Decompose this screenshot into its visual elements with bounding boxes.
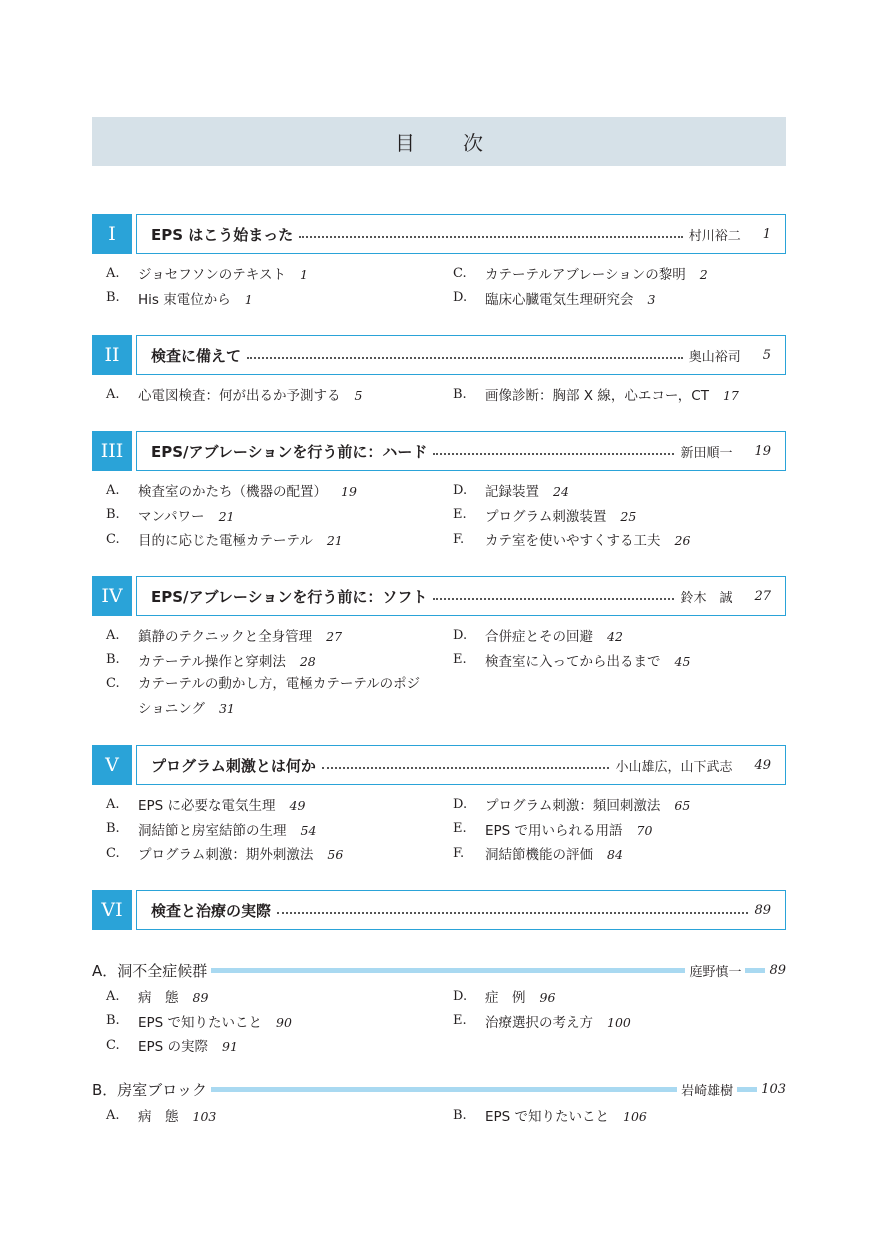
item-title-text: 病 態 <box>138 990 179 1007</box>
item-letter: A. <box>106 482 120 498</box>
item-title <box>138 529 343 549</box>
item-letter: C. <box>106 1037 120 1053</box>
item-page: 31 <box>218 700 235 716</box>
part-number-badge: III <box>92 431 132 471</box>
item-page: 5 <box>354 388 363 404</box>
item-title-text: 画像診断：胸部 X 線，心エコー，CT <box>485 388 709 405</box>
chapter-items <box>92 1103 786 1128</box>
toc-item[interactable] <box>92 1009 439 1034</box>
item-page: 89 <box>192 990 209 1006</box>
item-title-text: 治療選択の考え方 <box>485 1014 593 1031</box>
part-author: 新田順一 <box>680 445 733 461</box>
item-title <box>138 672 428 721</box>
part-title: EPS/アブレーションを行う前に：ハード <box>151 442 428 461</box>
item-title <box>485 986 555 1006</box>
dotted-leader <box>433 598 674 600</box>
part-section <box>92 214 786 310</box>
item-title-text: カテーテル操作と穿刺法 <box>138 653 286 670</box>
part-header[interactable] <box>92 431 786 471</box>
toc-item[interactable] <box>439 841 786 866</box>
part-title-box <box>136 431 786 471</box>
item-title-text: EPS で知りたいこと <box>485 1109 610 1126</box>
item-page: 103 <box>192 1109 217 1125</box>
part-title-box <box>136 576 786 616</box>
item-letter: C. <box>106 531 120 547</box>
part-page: 27 <box>754 588 771 604</box>
chapter-items <box>92 984 786 1058</box>
part-author: 鈴木 誠 <box>680 590 733 606</box>
item-page: 70 <box>636 822 653 838</box>
toc-item[interactable] <box>439 648 786 673</box>
dotted-leader <box>277 912 748 914</box>
item-letter: A. <box>106 627 120 643</box>
toc-item[interactable] <box>92 1103 439 1128</box>
toc-item[interactable] <box>439 503 786 528</box>
item-title-text: マンパワー <box>138 508 205 525</box>
item-letter: D. <box>453 796 468 812</box>
item-title <box>485 480 569 500</box>
part-items <box>92 792 786 866</box>
item-page: 56 <box>327 847 344 863</box>
item-page: 24 <box>553 484 569 500</box>
part-header[interactable] <box>92 335 786 375</box>
part-page: 19 <box>754 443 771 459</box>
item-page: 42 <box>607 629 623 645</box>
part-number-badge: I <box>92 214 132 254</box>
toc-item[interactable] <box>439 1009 786 1034</box>
item-letter: F. <box>453 531 465 547</box>
part-author: 小山雄広，山下武志 <box>615 759 733 775</box>
chapter-section <box>92 958 786 1058</box>
part-title-box <box>136 745 786 785</box>
part-number-badge: V <box>92 745 132 785</box>
toc-item[interactable] <box>439 623 786 648</box>
item-letter: D. <box>453 988 468 1004</box>
part-title-box <box>136 335 786 375</box>
item-letter: E. <box>453 652 467 668</box>
item-title-text: ジョセフソンのテキスト <box>138 267 286 284</box>
item-title-text: カテーテルアブレーションの黎明 <box>485 267 686 284</box>
item-title-text: カテ室を使いやすくする工夫 <box>485 533 661 550</box>
item-page: 17 <box>722 388 739 404</box>
item-title-text: 目的に応じた電極カテーテル <box>138 533 313 550</box>
item-title-text: EPS で用いられる用語 <box>485 822 623 839</box>
part-author: 奥山裕司 <box>688 349 741 365</box>
toc-title-bar <box>92 117 786 166</box>
toc-item[interactable] <box>439 286 786 311</box>
chapter-header[interactable] <box>92 958 786 982</box>
item-page: 49 <box>289 798 306 814</box>
part-section <box>92 576 786 721</box>
item-title-text: プログラム刺激装置 <box>485 508 607 525</box>
toc-item[interactable] <box>92 382 439 407</box>
item-page: 2 <box>699 267 708 283</box>
item-letter: A. <box>106 1107 120 1123</box>
part-title-box <box>136 214 786 254</box>
item-title <box>138 819 316 839</box>
item-page: 84 <box>607 847 623 863</box>
item-letter: B. <box>453 1107 467 1123</box>
item-title-text: 鎮静のテクニックと全身管理 <box>138 629 313 646</box>
toc-item[interactable] <box>92 478 439 503</box>
part-header[interactable] <box>92 745 786 785</box>
part-page: 5 <box>762 347 771 363</box>
item-page: 25 <box>620 508 637 524</box>
item-page: 21 <box>218 508 235 524</box>
page-title: 目 次 <box>395 131 497 155</box>
part-page: 49 <box>754 757 771 773</box>
chapter-section <box>92 1077 786 1128</box>
item-title-text: EPS で知りたいこと <box>138 1014 263 1031</box>
item-title <box>138 650 316 670</box>
item-title <box>138 288 253 308</box>
item-letter: E. <box>453 1013 467 1029</box>
item-letter: A. <box>106 265 120 281</box>
dotted-leader <box>433 453 674 455</box>
item-page: 100 <box>607 1014 631 1030</box>
item-title-text: 記録装置 <box>485 484 539 501</box>
item-title <box>138 843 343 863</box>
item-title <box>138 625 342 645</box>
toc-item[interactable] <box>92 1033 439 1058</box>
item-page: 90 <box>276 1014 292 1030</box>
toc-item[interactable] <box>92 841 439 866</box>
item-title-text: 病 態 <box>138 1109 179 1126</box>
item-title-text: EPS に必要な電気生理 <box>138 798 276 815</box>
item-page: 3 <box>647 291 656 307</box>
item-title <box>485 1105 647 1125</box>
item-title-text: 症 例 <box>485 990 526 1007</box>
part-author: 村川裕二 <box>688 228 741 244</box>
item-title <box>485 263 708 283</box>
toc-item[interactable] <box>439 817 786 842</box>
item-title-text: プログラム刺激：期外刺激法 <box>138 847 314 864</box>
item-page: 45 <box>674 653 691 669</box>
item-title-text: 心電図検査：何が出るか予測する <box>138 388 341 405</box>
item-letter: E. <box>453 821 467 837</box>
item-title-text: カテーテルの動かし方，電極カテーテルのポジショニング <box>138 676 421 717</box>
part-section <box>92 431 786 552</box>
item-title-text: His 束電位から <box>138 291 231 308</box>
item-letter: A. <box>106 386 120 402</box>
item-title <box>138 1035 238 1055</box>
part-title: EPS はこう始まった <box>151 225 294 244</box>
item-title-text: EPS の実際 <box>138 1039 209 1056</box>
item-page: 19 <box>341 484 357 500</box>
item-page: 96 <box>539 990 556 1006</box>
item-page: 1 <box>244 291 253 307</box>
item-title <box>485 1011 631 1031</box>
toc-item[interactable] <box>92 672 439 721</box>
item-letter: D. <box>453 482 468 498</box>
chapter-rule-short <box>737 1087 757 1092</box>
item-title <box>138 384 362 404</box>
item-letter: A. <box>106 988 120 1004</box>
item-title <box>138 1105 216 1125</box>
part-title-box <box>136 890 786 930</box>
dotted-leader <box>299 236 682 238</box>
part-header[interactable] <box>92 214 786 254</box>
chapter-rule <box>211 1087 677 1092</box>
item-page: 91 <box>222 1039 238 1055</box>
item-page: 21 <box>326 533 343 549</box>
item-title <box>485 625 623 645</box>
item-letter: D. <box>453 290 468 306</box>
part-items <box>92 382 786 407</box>
chapter-page: 103 <box>761 1081 786 1097</box>
part-items <box>92 478 786 552</box>
item-title <box>485 794 690 814</box>
item-title <box>138 986 208 1006</box>
item-title <box>485 529 690 549</box>
part-section <box>92 335 786 407</box>
chapter-rule <box>211 968 685 973</box>
dotted-leader <box>322 767 610 769</box>
item-title-text: プログラム刺激：頻回刺激法 <box>485 798 661 815</box>
chapter-author: 庭野慎一 <box>689 964 742 980</box>
item-page: 27 <box>326 629 343 645</box>
item-title <box>138 263 308 283</box>
item-letter: B. <box>106 290 120 306</box>
item-title-text: 検査室のかたち（機器の配置） <box>138 484 327 501</box>
item-letter: C. <box>106 676 120 691</box>
part-title: プログラム刺激とは何か <box>151 756 316 775</box>
item-title-text: 検査室に入ってから出るまで <box>485 653 661 670</box>
item-page: 65 <box>674 798 691 814</box>
toc-item[interactable] <box>92 984 439 1009</box>
item-title <box>485 843 623 863</box>
item-title-text: 合併症とその回避 <box>485 629 593 646</box>
toc-item[interactable] <box>92 648 439 673</box>
toc-item[interactable] <box>92 792 439 817</box>
part-header[interactable] <box>92 576 786 616</box>
item-title-text: 臨床心臓電気生理研究会 <box>485 291 634 308</box>
item-page: 54 <box>300 822 317 838</box>
toc-item[interactable] <box>439 382 786 407</box>
item-title <box>485 505 636 525</box>
part-number-badge: VI <box>92 890 132 930</box>
item-title <box>485 288 655 308</box>
item-page: 1 <box>299 267 308 283</box>
item-title <box>485 650 690 670</box>
chapter-header[interactable] <box>92 1077 786 1101</box>
part-title: 検査に備えて <box>151 346 242 365</box>
item-page: 106 <box>623 1109 647 1125</box>
chapter-author: 岩崎雄樹 <box>681 1083 734 1099</box>
item-page: 26 <box>674 533 691 549</box>
chapter-rule-short <box>745 968 765 973</box>
item-title <box>138 480 357 500</box>
item-page: 28 <box>299 653 316 669</box>
item-letter: B. <box>106 652 120 668</box>
item-letter: F. <box>453 845 465 861</box>
item-letter: D. <box>453 627 468 643</box>
chapter-title: B．房室ブロック <box>92 1080 207 1099</box>
part-number-badge: II <box>92 335 132 375</box>
part-items <box>92 623 786 721</box>
toc-item[interactable] <box>92 623 439 648</box>
part-section <box>92 890 786 930</box>
part-section <box>92 745 786 866</box>
item-title <box>138 1011 292 1031</box>
toc-item[interactable] <box>439 1103 786 1128</box>
item-title-text: 洞結節機能の評価 <box>485 847 593 864</box>
toc-item[interactable] <box>439 478 786 503</box>
item-letter: E. <box>453 507 467 523</box>
chapter-title: A．洞不全症候群 <box>92 961 208 980</box>
toc-item[interactable] <box>92 527 439 552</box>
toc-item[interactable] <box>92 503 439 528</box>
toc-item[interactable] <box>92 261 439 286</box>
dotted-leader <box>247 357 683 359</box>
item-title <box>138 505 234 525</box>
item-title <box>485 384 739 404</box>
item-letter: C. <box>453 265 467 281</box>
item-title-text: 洞結節と房室結節の生理 <box>138 822 287 839</box>
item-letter: B. <box>106 507 120 523</box>
item-title <box>485 819 652 839</box>
toc-item[interactable] <box>92 286 439 311</box>
item-letter: B. <box>106 1013 120 1029</box>
item-letter: B. <box>106 821 120 837</box>
part-title: EPS/アブレーションを行う前に：ソフト <box>151 587 428 606</box>
part-page: 1 <box>762 226 771 242</box>
part-page: 89 <box>754 902 771 918</box>
chapter-page: 89 <box>769 962 786 978</box>
part-header[interactable] <box>92 890 786 930</box>
toc-item[interactable] <box>439 792 786 817</box>
toc-item[interactable] <box>439 527 786 552</box>
toc-item[interactable] <box>439 261 786 286</box>
item-letter: C. <box>106 845 120 861</box>
item-letter: A. <box>106 796 120 812</box>
toc-item[interactable] <box>439 984 786 1009</box>
part-number-badge: IV <box>92 576 132 616</box>
part-items <box>92 261 786 310</box>
item-letter: B. <box>453 386 467 402</box>
toc-item[interactable] <box>92 817 439 842</box>
part-title: 検査と治療の実際 <box>151 901 272 920</box>
item-title <box>138 794 305 814</box>
